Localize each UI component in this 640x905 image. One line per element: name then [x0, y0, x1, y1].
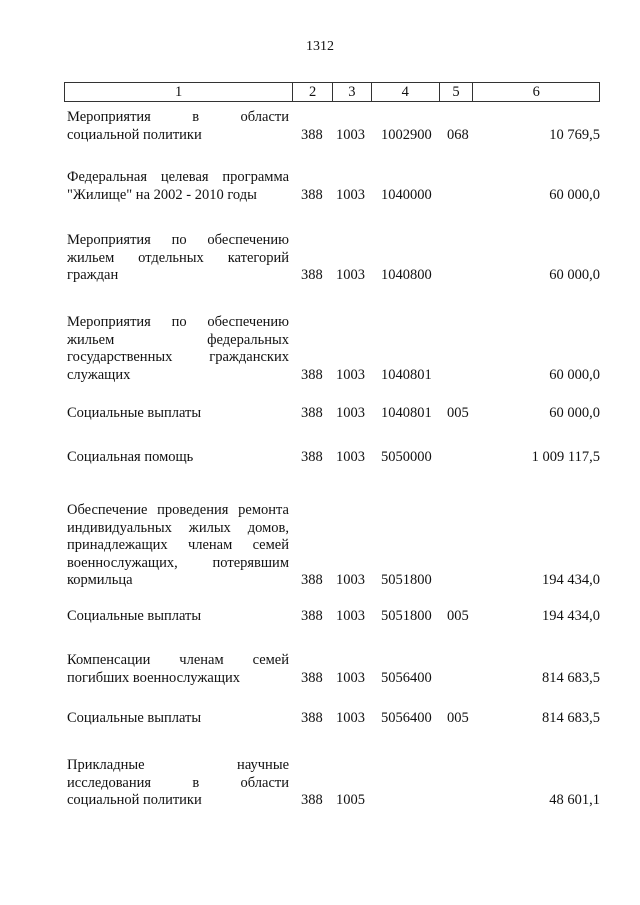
description-line: государственных гражданских: [67, 349, 289, 365]
cell-col-2: 388: [301, 792, 323, 808]
table-row: [67, 710, 600, 728]
cell-col-6: 814 683,5: [542, 669, 600, 686]
row-values: [67, 405, 600, 423]
cell-col-3: 1003: [336, 449, 365, 465]
description-line: жильем отдельных категорий: [67, 249, 289, 266]
table-row: [67, 502, 600, 590]
cell-col-3: 1003: [336, 608, 365, 624]
cell-col-2: 388: [301, 267, 323, 283]
description-line: Мероприятия в области: [67, 109, 289, 125]
cell-col-3: 1003: [336, 186, 365, 203]
header-col-4: 4: [372, 83, 440, 101]
cell-col-4: 1040000: [381, 186, 432, 203]
page-number: 1312: [306, 39, 334, 54]
cell-col-5: 005: [447, 405, 469, 421]
cell-col-4: 1040800: [381, 267, 432, 283]
description-line: исследования в области: [67, 774, 289, 791]
row-values: [67, 187, 600, 205]
cell-col-6: 10 769,5: [549, 126, 600, 143]
cell-col-4: 5051800: [381, 608, 432, 624]
row-values: [67, 572, 600, 590]
cell-col-2: 388: [301, 449, 323, 465]
cell-col-3: 1003: [336, 669, 365, 686]
cell-col-3: 1003: [336, 405, 365, 421]
cell-col-6: 60 000,0: [549, 405, 600, 421]
cell-col-6: 814 683,5: [542, 710, 600, 726]
cell-col-2: 388: [301, 366, 323, 383]
table-row: [67, 757, 600, 810]
table-row: [67, 314, 600, 384]
description-line: граждан: [67, 267, 119, 283]
header-col-1: 1: [65, 83, 293, 101]
header-col-2: 2: [293, 83, 333, 101]
description-line: военнослужащих, потерявшим: [67, 554, 289, 571]
cell-col-2: 388: [301, 710, 323, 726]
row-values: [67, 670, 600, 688]
cell-col-3: 1003: [336, 572, 365, 588]
cell-col-4: 5056400: [381, 710, 432, 726]
header-col-5: 5: [440, 83, 474, 101]
description-line: погибших военнослужащих: [67, 669, 240, 686]
description-line: Социальные выплаты: [67, 710, 202, 726]
description-line: социальной политики: [67, 792, 202, 808]
row-values: [67, 792, 600, 810]
cell-col-2: 388: [301, 669, 323, 686]
table-row: [67, 449, 600, 467]
description-line: Социальные выплаты: [67, 608, 202, 624]
description-line: принадлежащих членам семей: [67, 537, 289, 553]
description-line: Обеспечение проведения ремонта: [67, 502, 289, 518]
cell-col-2: 388: [301, 608, 323, 624]
description-line: Мероприятия по обеспечению: [67, 232, 289, 248]
row-values: [67, 127, 600, 145]
cell-col-3: 1003: [336, 710, 365, 726]
cell-col-6: 194 434,0: [542, 608, 600, 624]
row-values: [67, 710, 600, 728]
cell-col-3: 1003: [336, 366, 365, 383]
cell-col-6: 60 000,0: [549, 366, 600, 383]
cell-col-2: 388: [301, 405, 323, 421]
description-line: Прикладные научные: [67, 757, 289, 773]
cell-col-4: 1002900: [381, 126, 432, 143]
row-values: [67, 367, 600, 385]
cell-col-6: 48 601,1: [549, 792, 600, 808]
cell-col-5: 005: [447, 710, 469, 726]
description-line: Мероприятия по обеспечению: [67, 314, 289, 330]
cell-col-2: 388: [301, 572, 323, 588]
table-row: [67, 608, 600, 626]
cell-col-6: 1 009 117,5: [531, 449, 600, 465]
table-row: [67, 169, 600, 204]
cell-col-4: 1040801: [381, 405, 432, 421]
cell-col-6: 194 434,0: [542, 572, 600, 588]
description-line: социальной политики: [67, 126, 202, 143]
description-line: кормильца: [67, 572, 133, 588]
cell-col-3: 1005: [336, 792, 365, 808]
cell-col-6: 60 000,0: [549, 186, 600, 203]
cell-col-4: 5051800: [381, 572, 432, 588]
table-row: [67, 232, 600, 285]
description-line: Компенсации членам семей: [67, 652, 289, 668]
cell-col-5: 005: [447, 608, 469, 624]
description-line: служащих: [67, 366, 131, 383]
cell-col-3: 1003: [336, 126, 365, 143]
table-row: [67, 405, 600, 423]
description-line: "Жилище" на 2002 - 2010 годы: [67, 186, 257, 203]
table-row: [67, 109, 600, 144]
cell-col-2: 388: [301, 186, 323, 203]
cell-col-4: 1040801: [381, 366, 432, 383]
cell-col-5: 068: [447, 126, 469, 143]
description-line: Социальная помощь: [67, 449, 194, 465]
header-col-6: 6: [532, 84, 540, 100]
row-values: [67, 267, 600, 285]
description-line: индивидуальных жилых домов,: [67, 519, 289, 536]
description-line: жильем федеральных: [67, 331, 289, 348]
description-line: Социальные выплаты: [67, 405, 202, 421]
table-header: [64, 82, 600, 102]
cell-col-6: 60 000,0: [549, 267, 600, 283]
cell-col-4: 5050000: [381, 449, 432, 465]
cell-col-4: 5056400: [381, 669, 432, 686]
table-row: [67, 652, 600, 687]
row-values: [67, 608, 600, 626]
row-values: [67, 449, 600, 467]
description-line: Федеральная целевая программа: [67, 169, 289, 185]
cell-col-3: 1003: [336, 267, 365, 283]
cell-col-2: 388: [301, 126, 323, 143]
header-col-3: 3: [333, 83, 372, 101]
